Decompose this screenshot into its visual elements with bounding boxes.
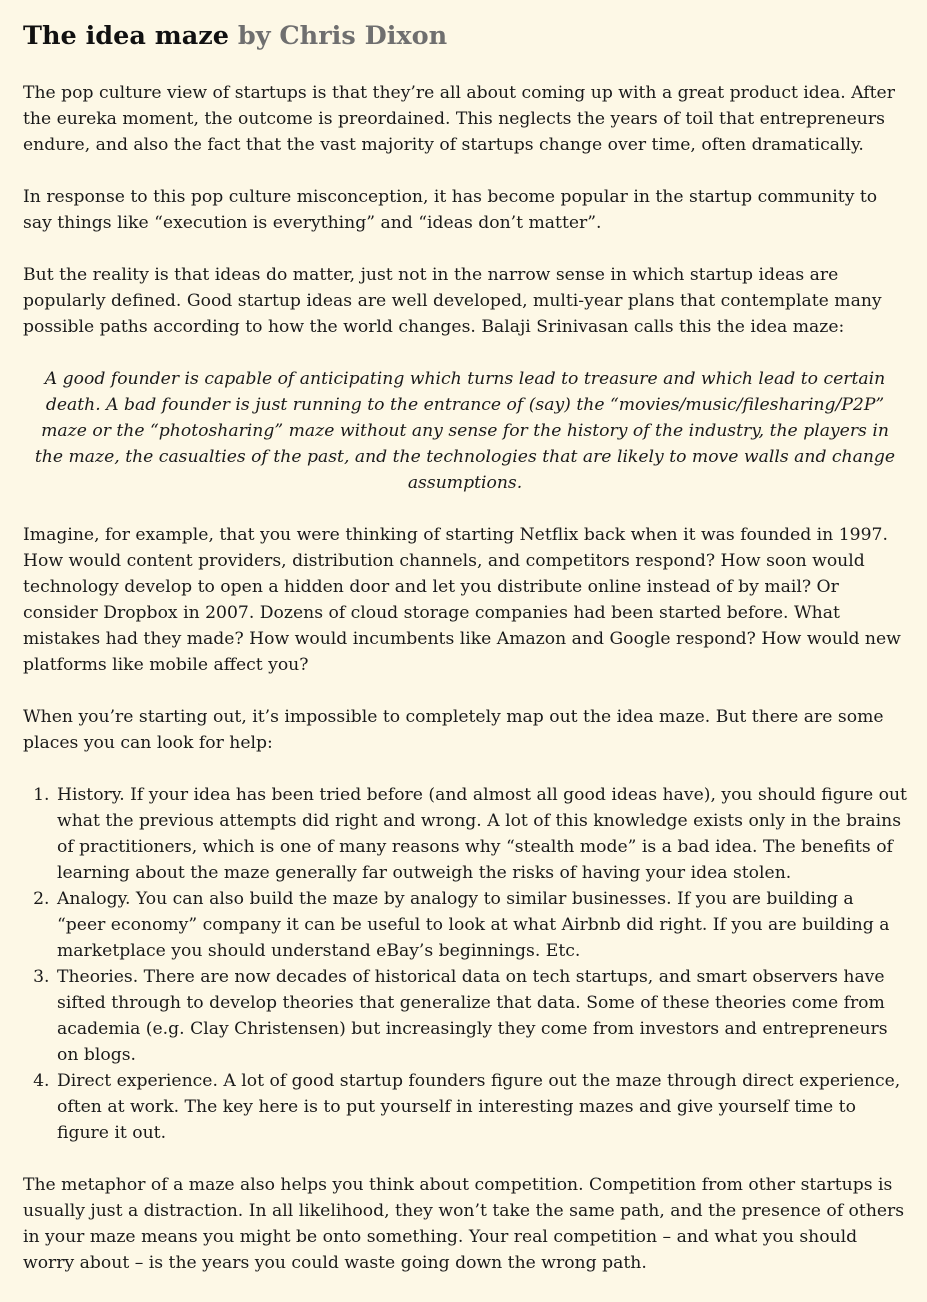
paragraph-help: When you’re starting out, it’s impossible to completely map out the idea maze. But there are some places you can look for help: [23,707,884,753]
paragraph-intro: The pop culture view of startups is that they’re all about coming up with a great product idea. After the eureka moment, the outcome is preordained. This neglects the years of toil that entrepreneurs endure, and also the fact that the vast majority of startups change over time, often dramatically. [23,83,895,155]
paragraph-reality: But the reality is that ideas do matter, just not in the narrow sense in which startup ideas are popularly defined. Good startup ideas are well developed, multi-year plans that contemplate many possible paths according to how the world changes. Balaji Srinivasan calls this the idea maze: [23,265,882,337]
article-title: The idea maze [23,21,229,51]
help-list [23,782,907,1146]
article-title-heading [23,18,907,54]
list-item-theories: 3. Theories. There are now decades of historical data on tech startups, and smart observers have sifted through to develop theories that generalize that data. Some of these theories come from academia (e.g. Clay Christensen) but increasingly they come from investors and entrepreneurs on blogs. [55,964,907,1068]
list-item-analogy: 2. Analogy. You can also build the maze by analogy to similar businesses. If you are building a “peer economy” company it can be useful to look at what Airbnb did right. If you are building a marketplace you should understand eBay’s beginnings. Etc. [55,886,907,964]
paragraph-misconception: In response to this pop culture misconception, it has become popular in the startup community to say things like “execution is everything” and “ideas don’t matter”. [23,187,878,233]
paragraph-competition: The metaphor of a maze also helps you think about competition. Competition from other startups is usually just a distraction. In all likelihood, they won’t take the same path, and the presence of others in your maze means you might be onto something. Your real competition – and what you should worry about – is the years you could waste going down the wrong path. [23,1175,905,1273]
list-item-direct-experience: 4. Direct experience. A lot of good startup founders figure out the maze through direct experience, often at work. The key here is to put yourself in interesting mazes and give yourself time to figure it out. [55,1068,907,1146]
list-item-history: 1. History. If your idea has been tried before (and almost all good ideas have), you should figure out what the previous attempts did right and wrong. A lot of this knowledge exists only in the brains of practitioners, which is one of many reasons why “stealth mode” is a bad idea. The benefits of learning about the maze generally far outweigh the risks of having your idea stolen. [55,782,907,886]
article [23,18,907,1302]
founder-quote: A good founder is capable of anticipating which turns lead to treasure and which lead to certain death. A bad founder is just running to the entrance of (say) the “movies/music/filesharing/P2P” maze or the “photosharing” maze without any sense for the history of the industry, the players in the maze, the casualties of the past, and the technologies that are likely to move walls and change assumptions. [34,369,896,493]
paragraph-examples: Imagine, for example, that you were thinking of starting Netflix back when it was founded in 1997. How would content providers, distribution channels, and competitors respond? How soon would technology develop to open a hidden door and let you distribute online instead of by mail? Or consider Dropbox in 2007. Dozens of cloud storage companies had been started before. What mistakes had they made? How would incumbents like Amazon and Google respond? How would new platforms like mobile affect you? [23,525,901,675]
article-author: by Chris Dixon [237,21,448,51]
